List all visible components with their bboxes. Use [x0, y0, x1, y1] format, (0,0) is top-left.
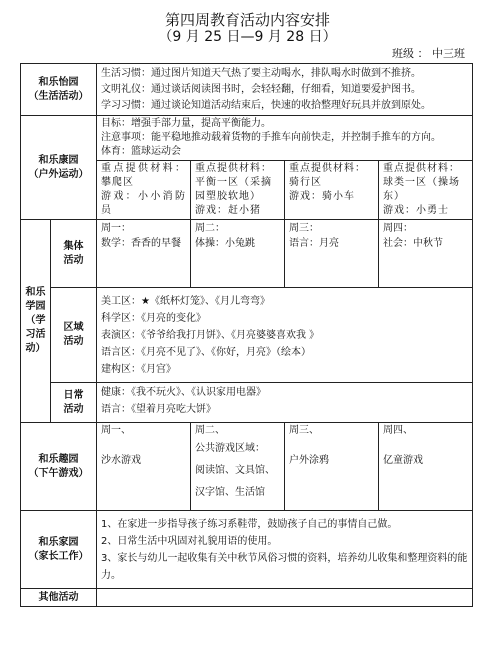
afternoon-day: 周一、 — [101, 425, 131, 436]
outdoor-goal: 目标：增强手部力量，提高平衡能力。 — [101, 118, 271, 129]
page-title: 第四周教育活动内容安排 — [164, 11, 330, 29]
schedule-table — [20, 63, 473, 607]
afternoon-line: 亿童游戏 — [383, 455, 423, 466]
outdoor-sports: 体育：篮球运动会 — [101, 146, 181, 157]
outdoor-zone-cell — [97, 161, 191, 220]
life-label-cell — [21, 64, 97, 116]
home-label-2: （家长工作） — [28, 550, 89, 562]
home-row — [21, 511, 473, 589]
outdoor-label-1: 和乐康园 — [38, 154, 79, 166]
group-content: 语言：月亮 — [289, 238, 339, 249]
daily-label-cell — [51, 383, 97, 423]
life-line: 文明礼仪：通过谈话阅读图书时，会轻轻翻，仔细看，知道要爱护图书。 — [101, 83, 421, 95]
life-line: 生活习惯：通过图片知道天气热了要主动喝水，排队喝水时做到不推挤。 — [101, 67, 421, 79]
afternoon-day-cell — [191, 423, 285, 511]
group-day-cell — [285, 220, 379, 288]
afternoon-line: 沙水游戏 — [101, 455, 141, 466]
outdoor-zone-cell — [379, 161, 473, 220]
group-day-cell — [97, 220, 191, 288]
outdoor-game: 游戏：赶小猪 — [195, 205, 261, 216]
afternoon-line: 公共游戏区域： — [195, 443, 265, 454]
outdoor-notes: 注意事项：能平稳地推动载着货物的手推车向前快走，并控制手推车的方向。 — [101, 132, 441, 143]
area-line: 语言区：《月亮不见了》、《你好，月亮》（绘本） — [101, 346, 311, 358]
area-line: 科学区：《月亮的变化》 — [101, 312, 206, 324]
date-range: （9 月 25 日—9 月 28 日） — [158, 29, 337, 45]
afternoon-label-2: （下午游戏） — [28, 467, 89, 479]
group-day: 周三： — [289, 223, 319, 234]
group-activity-row — [21, 220, 473, 288]
afternoon-label-cell — [21, 423, 97, 511]
daily-label-2: 活动 — [63, 403, 84, 415]
afternoon-line: 阅读馆、文具馆、 — [195, 465, 275, 476]
group-day: 周四： — [383, 223, 413, 234]
outdoor-material: 重点提供材料：攀爬区 — [101, 163, 186, 188]
group-day: 周一： — [101, 223, 131, 234]
outdoor-game: 游戏：小小消防员 — [101, 191, 186, 216]
home-label-1: 和乐家园 — [38, 536, 79, 548]
life-content — [97, 64, 473, 116]
afternoon-row — [21, 423, 473, 511]
afternoon-line: 户外涂鸦 — [289, 455, 329, 466]
home-content — [97, 511, 473, 589]
group-day-cell — [379, 220, 473, 288]
area-content — [97, 288, 473, 383]
home-line: 3、家长与幼儿一起收集有关中秋节风俗习惯的资料，培养幼儿收集和整理资料的能力。 — [101, 552, 468, 581]
group-day: 周二： — [195, 223, 225, 234]
afternoon-day-cell — [379, 423, 473, 511]
other-row — [21, 589, 473, 607]
group-label-cell — [51, 220, 97, 288]
group-content: 社会：中秋节 — [383, 238, 443, 249]
home-line: 1、在家进一步指导孩子练习系鞋带，鼓励孩子自己的事情自己做。 — [101, 518, 398, 530]
group-day-cell — [191, 220, 285, 288]
area-line: 建构区：《月宫》 — [101, 363, 176, 375]
outdoor-material: 重点提供材料：骑行区 — [289, 163, 366, 188]
group-content: 体操：小兔跳 — [195, 238, 255, 249]
daily-label-1: 日常 — [63, 389, 84, 401]
study-vertical-label: 和乐学园（学习活动） — [21, 220, 51, 423]
outdoor-material: 重点提供材料：球类一区（操场东） — [383, 163, 460, 202]
daily-line: 语言：《望着月亮吃大饼》 — [101, 404, 216, 415]
afternoon-label-1: 和乐趣园 — [38, 453, 79, 465]
afternoon-day-cell — [97, 423, 191, 511]
daily-line: 健康：《我不玩火》、《认识家用电器》 — [101, 387, 266, 398]
class-label: 班级 ： 中三班 — [392, 47, 465, 60]
group-label-1: 集体 — [63, 240, 84, 252]
outdoor-game: 游戏：骑小车 — [289, 191, 355, 202]
daily-content — [97, 383, 473, 423]
other-label-cell: 其他活动 — [21, 589, 97, 607]
outdoor-zone-cell — [191, 161, 285, 220]
life-row — [21, 64, 473, 116]
outdoor-label-2: （户外运动） — [28, 168, 89, 180]
afternoon-day: 周三、 — [289, 425, 319, 436]
afternoon-day: 周二、 — [195, 425, 225, 436]
outdoor-game: 游戏：小勇士 — [383, 205, 449, 216]
afternoon-day-cell — [285, 423, 379, 511]
area-activity-row — [21, 288, 473, 383]
life-line: 学习习惯：通过谈论知道活动结束后，快速的收拾整理好玩具并放到原处。 — [101, 99, 431, 111]
outdoor-goal-row — [21, 116, 473, 161]
area-line: 表演区：《爷爷给我打月饼》、《月亮婆婆喜欢我 》 — [101, 329, 320, 341]
area-label-1: 区域 — [63, 322, 84, 333]
area-line: 美工区：★《纸杯灯笼》、《月儿弯弯》 — [101, 295, 270, 307]
area-label-cell — [51, 288, 97, 383]
other-content — [97, 589, 473, 607]
outdoor-label-cell — [21, 116, 97, 220]
life-label-1: 和乐怡园 — [38, 76, 79, 88]
daily-activity-row — [21, 383, 473, 423]
outdoor-goal-cell — [97, 116, 473, 161]
outdoor-zone-cell — [285, 161, 379, 220]
home-label-cell — [21, 511, 97, 589]
outdoor-material: 重点提供材料：平衡一区（采摘园塑胶软地） — [195, 163, 272, 202]
afternoon-day: 周四、 — [383, 425, 413, 436]
afternoon-line: 汉字馆、生活馆 — [195, 487, 265, 498]
life-label-2: （生活活动） — [28, 90, 89, 102]
home-line: 2、日常生活中巩固对礼貌用语的使用。 — [101, 535, 278, 547]
group-label-2: 活动 — [63, 254, 84, 266]
group-content: 数学：香香的早餐 — [101, 238, 181, 249]
area-label-2: 活动 — [63, 336, 84, 347]
